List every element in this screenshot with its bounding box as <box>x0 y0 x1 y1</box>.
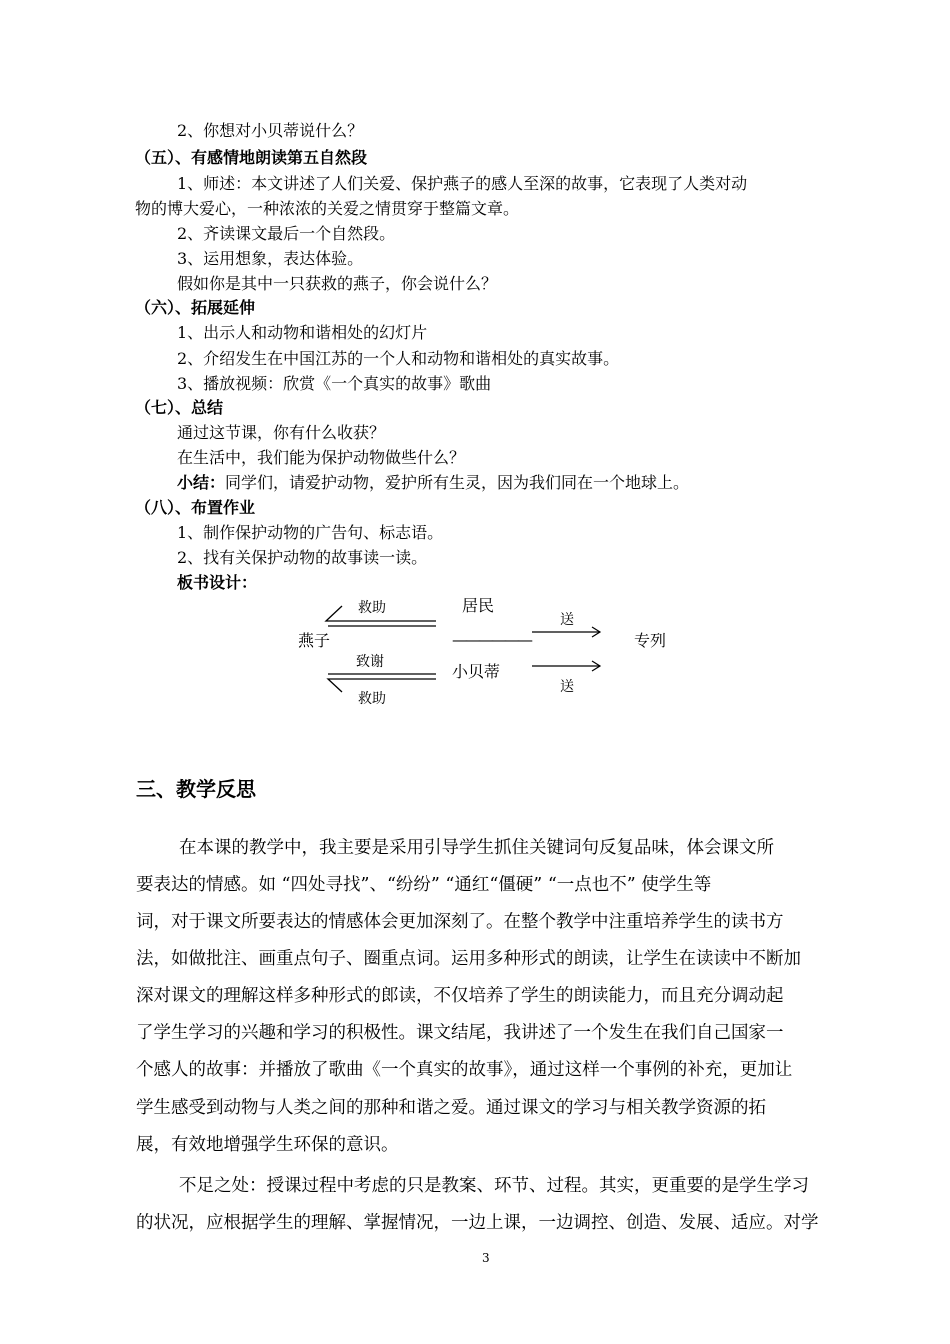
lesson-line: 1、出示人和动物和谐相处的幻灯片 <box>177 323 428 342</box>
reflection-line: 的状况，应根据学生的理解、掌握情况，一边上课，一边调控、创造、发展、适应。对学 <box>136 1213 819 1233</box>
reflection-line: 不足之处：授课过程中考虑的只是教案、环节、过程。其实，更重要的是学生学习 <box>179 1176 809 1196</box>
summary-text: 同学们，请爱护动物，爱护所有生灵，因为我们同在一个地球上。 <box>225 473 690 492</box>
lesson-line: 假如你是其中一只获救的燕子，你会说什么？ <box>177 274 498 293</box>
reflection-line: 深对课文的理解这样多种形式的郎读，不仅培养了学生的朗读能力，而且充分调动起 <box>136 986 784 1006</box>
reflection-line: 了学生学习的兴趣和学习的积极性。课文结尾，我讲述了一个发生在我们自己国家一 <box>136 1023 784 1043</box>
reflection-line: 词，对于课文所要表达的情感体会更加深刻了。在整个教学中注重培养学生的读书方 <box>136 912 784 932</box>
lesson-line: 物的博大爱心，一种浓浓的关爱之情贯穿于整篇文章。 <box>135 199 520 218</box>
reflection-line: 在本课的教学中，我主要是采用引导学生抓住关键词句反复品味，体会课文所 <box>179 838 774 858</box>
lesson-line: 2、介绍发生在中国江苏的一个人和动物和谐相处的真实故事。 <box>177 349 620 368</box>
special-train-label: 专列 <box>634 631 667 650</box>
lesson-line: 通过这节课，你有什么收获？ <box>177 423 386 442</box>
section-heading-eight: （八）、布置作业 <box>135 498 256 517</box>
board-design-label: 板书设计： <box>177 573 258 592</box>
reflection-line: 法，如做批注、画重点句子、圈重点词。运用多种形式的朗读，让学生在读读中不断加 <box>136 949 801 969</box>
lesson-line: 2、找有关保护动物的故事读一读。 <box>177 548 428 567</box>
betty-label: 小贝蒂 <box>452 662 501 681</box>
section-heading-five: （五）、有感情地朗读第五自然段 <box>135 148 368 167</box>
reflection-heading: 三、教学反思 <box>136 777 256 801</box>
lesson-line: 2、你想对小贝蒂说什么？ <box>177 121 364 140</box>
section-heading-six: （六）、拓展延伸 <box>135 298 256 317</box>
rescue-bottom-label: 救助 <box>358 691 386 707</box>
lesson-line: 1、师述：本文讲述了人们关爱、保护燕子的感人至深的故事，它表现了人类对动 <box>177 174 748 193</box>
dash-connector: —————— <box>452 630 530 649</box>
residents-label: 居民 <box>462 596 495 615</box>
swallow-label: 燕子 <box>298 631 331 650</box>
send-bottom-label: 送 <box>560 679 574 695</box>
reflection-line: 展，有效地增强学生环保的意识。 <box>136 1135 399 1155</box>
rescue-top-label: 救助 <box>358 600 386 616</box>
reflection-line: 要表达的情感。如 “四处寻找”、“纷纷” “通红“僵硬” “一点也不” 使学生等 <box>136 875 712 895</box>
reflection-line: 个感人的故事：并播放了歌曲《一个真实的故事》，通过这样一个事例的补充，更加让 <box>136 1060 793 1080</box>
board-diagram <box>290 590 690 720</box>
lesson-line: 1、制作保护动物的广告句、标志语。 <box>177 523 444 542</box>
lesson-line: 在生活中，我们能为保护动物做些什么？ <box>177 448 466 467</box>
lesson-line: 3、播放视频：欣赏《一个真实的故事》歌曲 <box>177 374 492 393</box>
summary-line <box>177 473 689 493</box>
summary-label: 小结： <box>177 473 226 492</box>
page-number: 3 <box>482 1251 490 1265</box>
send-top-label: 送 <box>560 612 574 628</box>
reflection-line: 学生感受到动物与人类之间的那种和谐之爱。通过课文的学习与相关教学资源的拓 <box>136 1098 766 1118</box>
thanks-label: 致谢 <box>356 654 384 670</box>
section-heading-seven: （七）、总结 <box>135 398 224 417</box>
lesson-line: 3、运用想象，表达体验。 <box>177 249 364 268</box>
lesson-line: 2、齐读课文最后一个自然段。 <box>177 224 396 243</box>
